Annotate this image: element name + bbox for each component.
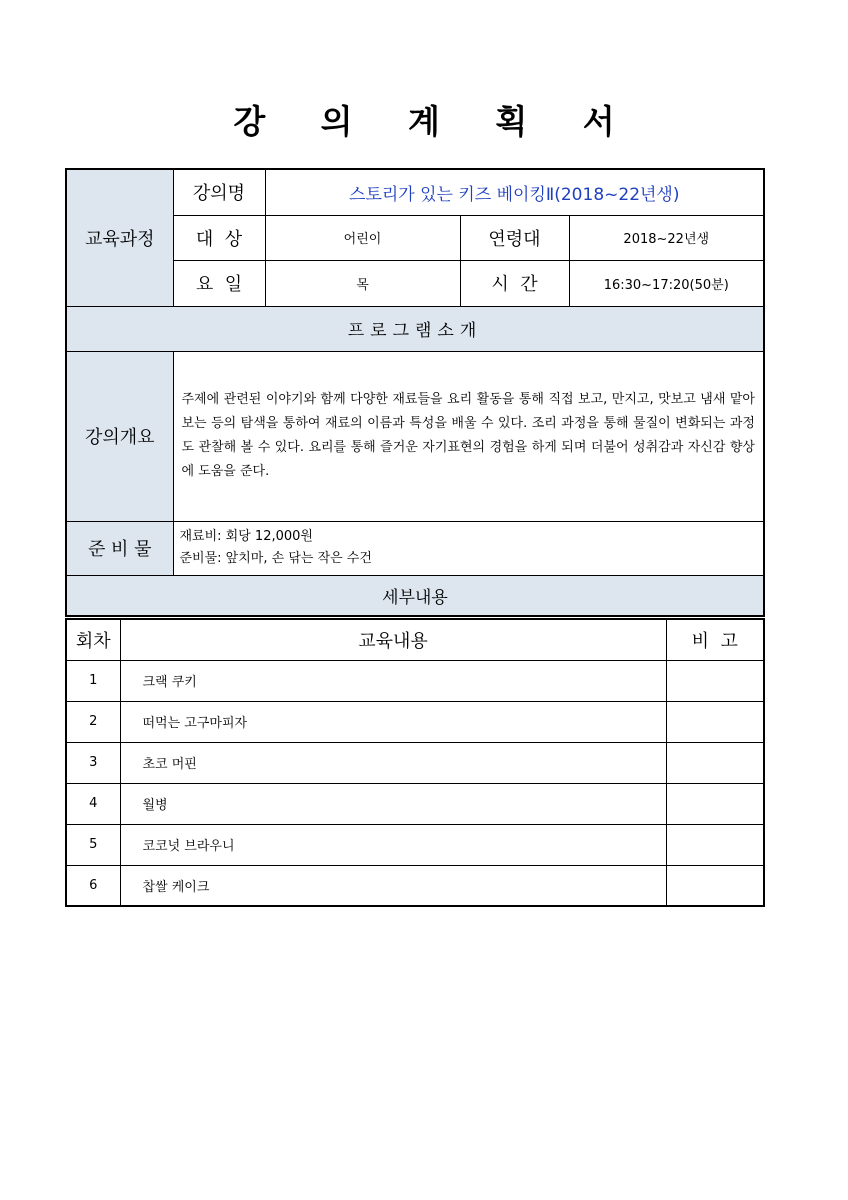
day-value: 목 bbox=[265, 260, 460, 306]
course-info-table bbox=[65, 168, 765, 617]
course-name-label: 강의명 bbox=[173, 169, 265, 215]
time-label: 시 간 bbox=[460, 260, 569, 306]
document-title: 강 의 계 획 서 bbox=[233, 102, 637, 141]
session-note bbox=[666, 742, 764, 783]
session-note bbox=[666, 701, 764, 742]
table-row bbox=[66, 865, 764, 906]
target-value: 어린이 bbox=[265, 215, 460, 260]
col-session-header: 회차 bbox=[66, 619, 120, 660]
session-note bbox=[666, 865, 764, 906]
session-number: 2 bbox=[66, 701, 120, 742]
session-content: 떠먹는 고구마피자 bbox=[120, 701, 666, 742]
session-number: 1 bbox=[66, 660, 120, 701]
session-number: 3 bbox=[66, 742, 120, 783]
session-table bbox=[65, 618, 765, 907]
course-section-label: 교육과정 bbox=[66, 169, 173, 306]
supplies-text bbox=[173, 521, 764, 575]
overview-text: 주제에 관련된 이야기와 함께 다양한 재료들을 요리 활동을 통해 직접 보고, 만지고, 맛보고 냄새 맡아보는 등의 탐색을 통하여 재료의 이름과 특성을 배울 수 있다. 조리 과정을 통해 물질이 변화되는 과정도 관찰해 볼 수 있다. 요리를 통해 즐거운 자기표현의 경험을 하게 되며 더불어 성취감과 자신감 향상에 도움을 준다. bbox=[173, 351, 764, 521]
session-content: 찹쌀 케이크 bbox=[120, 865, 666, 906]
course-name-value: 스토리가 있는 키즈 베이킹Ⅱ(2018~22년생) bbox=[265, 169, 764, 215]
session-content: 크랙 쿠키 bbox=[120, 660, 666, 701]
supplies-label: 준 비 물 bbox=[66, 521, 173, 575]
detail-heading: 세부내용 bbox=[66, 575, 764, 616]
table-row bbox=[66, 824, 764, 865]
session-note bbox=[666, 660, 764, 701]
table-row bbox=[66, 701, 764, 742]
supplies-items: 준비물: 앞치마, 손 닦는 작은 수건 bbox=[179, 551, 372, 566]
session-note bbox=[666, 824, 764, 865]
session-content: 코코넛 브라우니 bbox=[120, 824, 666, 865]
age-label: 연령대 bbox=[460, 215, 569, 260]
age-value: 2018~22년생 bbox=[569, 215, 764, 260]
supplies-fee: 재료비: 회당 12,000원 bbox=[179, 529, 313, 544]
overview-label: 강의개요 bbox=[66, 351, 173, 521]
session-number: 5 bbox=[66, 824, 120, 865]
program-intro-heading: 프로그램소개 bbox=[66, 306, 764, 351]
session-number: 4 bbox=[66, 783, 120, 824]
target-label: 대 상 bbox=[173, 215, 265, 260]
table-row bbox=[66, 742, 764, 783]
table-row bbox=[66, 660, 764, 701]
session-content: 초코 머핀 bbox=[120, 742, 666, 783]
session-note bbox=[666, 783, 764, 824]
time-value: 16:30~17:20(50분) bbox=[569, 260, 764, 306]
day-label: 요 일 bbox=[173, 260, 265, 306]
col-content-header: 교육내용 bbox=[120, 619, 666, 660]
session-number: 6 bbox=[66, 865, 120, 906]
col-note-header: 비 고 bbox=[666, 619, 764, 660]
table-row bbox=[66, 783, 764, 824]
session-content: 월병 bbox=[120, 783, 666, 824]
